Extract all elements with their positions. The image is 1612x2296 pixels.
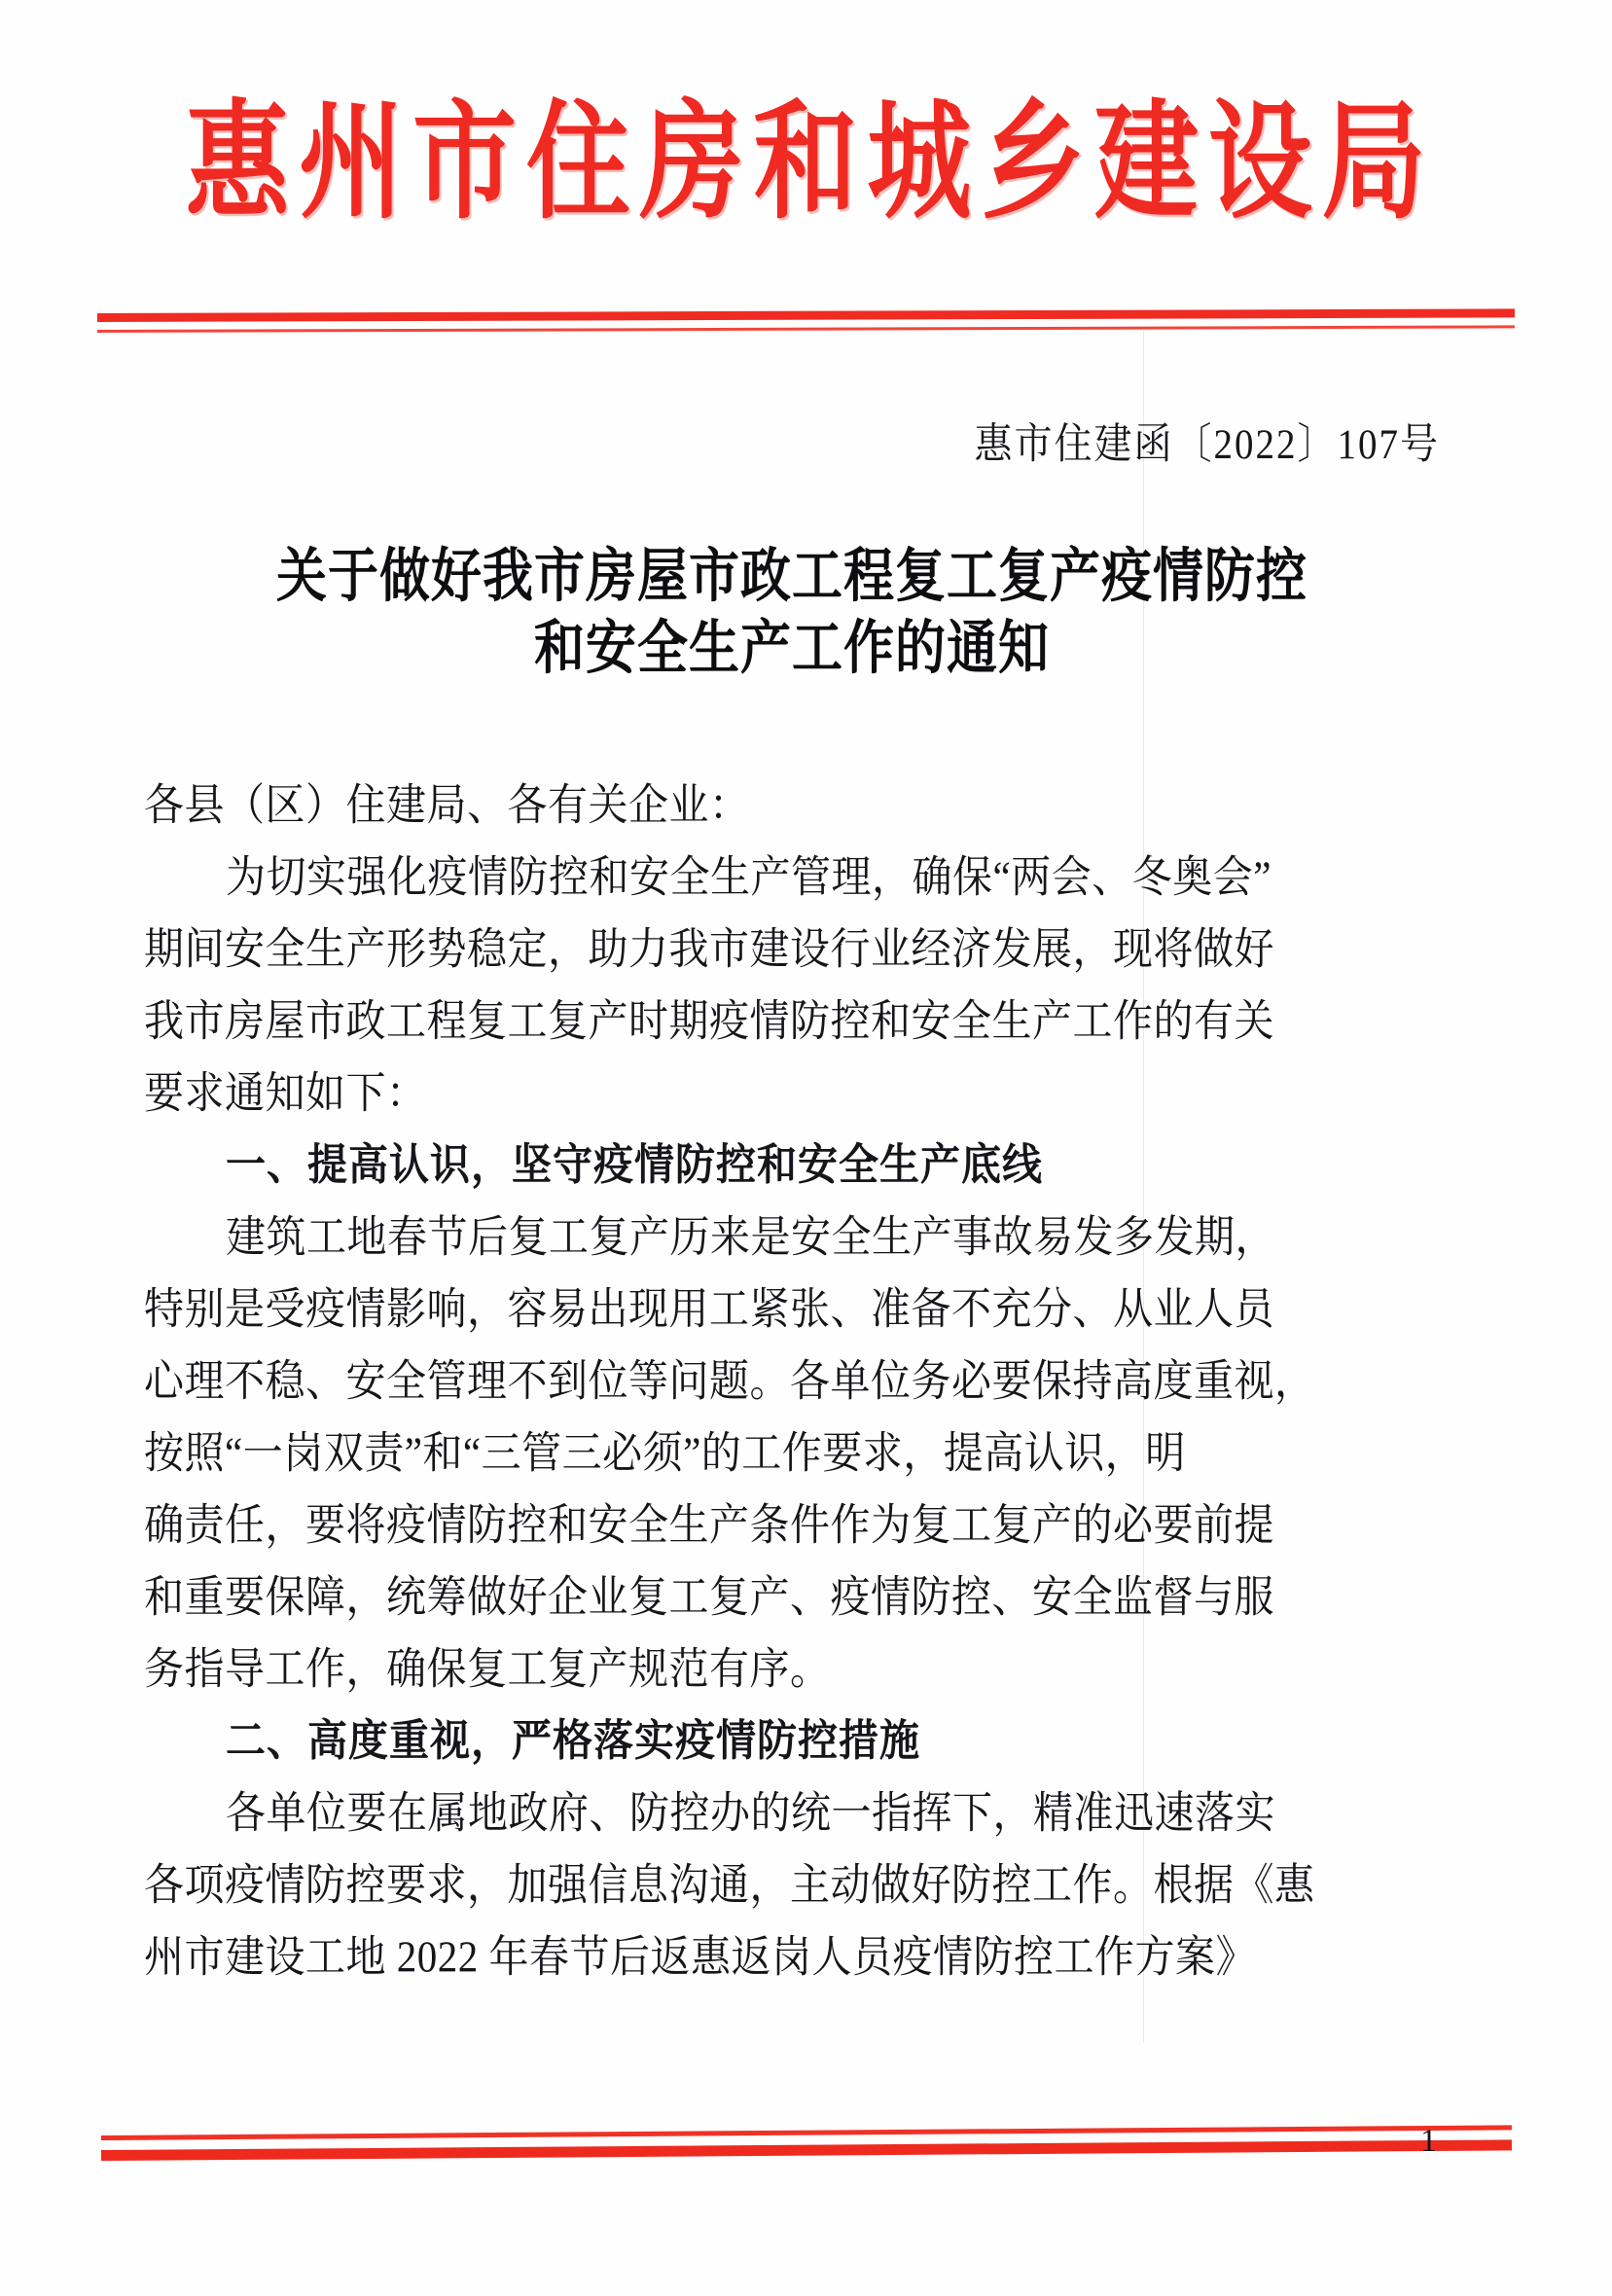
section-2-line: 各单位要在属地政府、防控办的统一指挥下，精准迅速落实	[226, 1787, 1275, 1838]
section-2-line: 州市建设工地 2022 年春节后返惠返岗人员疫情防控工作方案》	[144, 1931, 1256, 1982]
section-1-line: 特别是受疫情影响，容易出现用工紧张、准备不充分、从业人员	[144, 1283, 1274, 1334]
document-number-row	[144, 413, 1440, 468]
section-1-line: 心理不稳、安全管理不到位等问题。各单位务必要保持高度重视，	[144, 1355, 1315, 1406]
page-title	[144, 541, 1440, 685]
footer-rule-thick	[101, 2139, 1512, 2161]
page-title-line-1: 关于做好我市房屋市政工程复工复产疫情防控	[275, 544, 1308, 610]
page-number: 1	[1420, 2123, 1437, 2159]
header-rule-thin	[97, 325, 1515, 333]
intro-line: 为切实强化疫情防控和安全生产管理，确保“两会、冬奥会”	[226, 851, 1272, 902]
section-heading-2: 二、高度重视，严格落实疫情防控措施	[226, 1716, 920, 1765]
section-1-line: 务指导工作，确保复工复产规范有序。	[144, 1643, 831, 1694]
section-1-line: 按照“一岗双责”和“三管三必须”的工作要求，提高认识，明	[144, 1427, 1186, 1478]
section-1-line: 确责任，要将疫情防控和安全生产条件作为复工复产的必要前提	[144, 1499, 1274, 1550]
section-2-line: 各项疫情防控要求，加强信息沟通，主动做好防控工作。根据《惠	[144, 1859, 1315, 1910]
document-number: 惠市住建函〔2022〕107号	[974, 420, 1440, 468]
section-1-line: 和重要保障，统筹做好企业复工复产、疫情防控、安全监督与服	[144, 1571, 1274, 1622]
page-title-line-2: 和安全生产工作的通知	[533, 616, 1050, 682]
intro-line: 我市房屋市政工程复工复产时期疫情防控和安全生产工作的有关	[144, 995, 1274, 1046]
footer-rule-thin	[101, 2125, 1512, 2140]
document-body	[144, 769, 1442, 1992]
intro-line: 要求通知如下：	[144, 1067, 427, 1118]
masthead	[0, 90, 1612, 233]
header-rule-thick	[97, 308, 1515, 322]
recipient-line: 各县（区）住建局、各有关企业：	[144, 779, 750, 830]
section-heading-1: 一、提高认识，坚守疫情防控和安全生产底线	[226, 1140, 1043, 1189]
issuing-authority-title: 惠州市住房和城乡建设局	[185, 90, 1436, 233]
intro-line: 期间安全生产形势稳定，助力我市建设行业经济发展，现将做好	[144, 923, 1274, 974]
section-1-line: 建筑工地春节后复工复产历来是安全生产事故易发多发期，	[226, 1211, 1275, 1262]
